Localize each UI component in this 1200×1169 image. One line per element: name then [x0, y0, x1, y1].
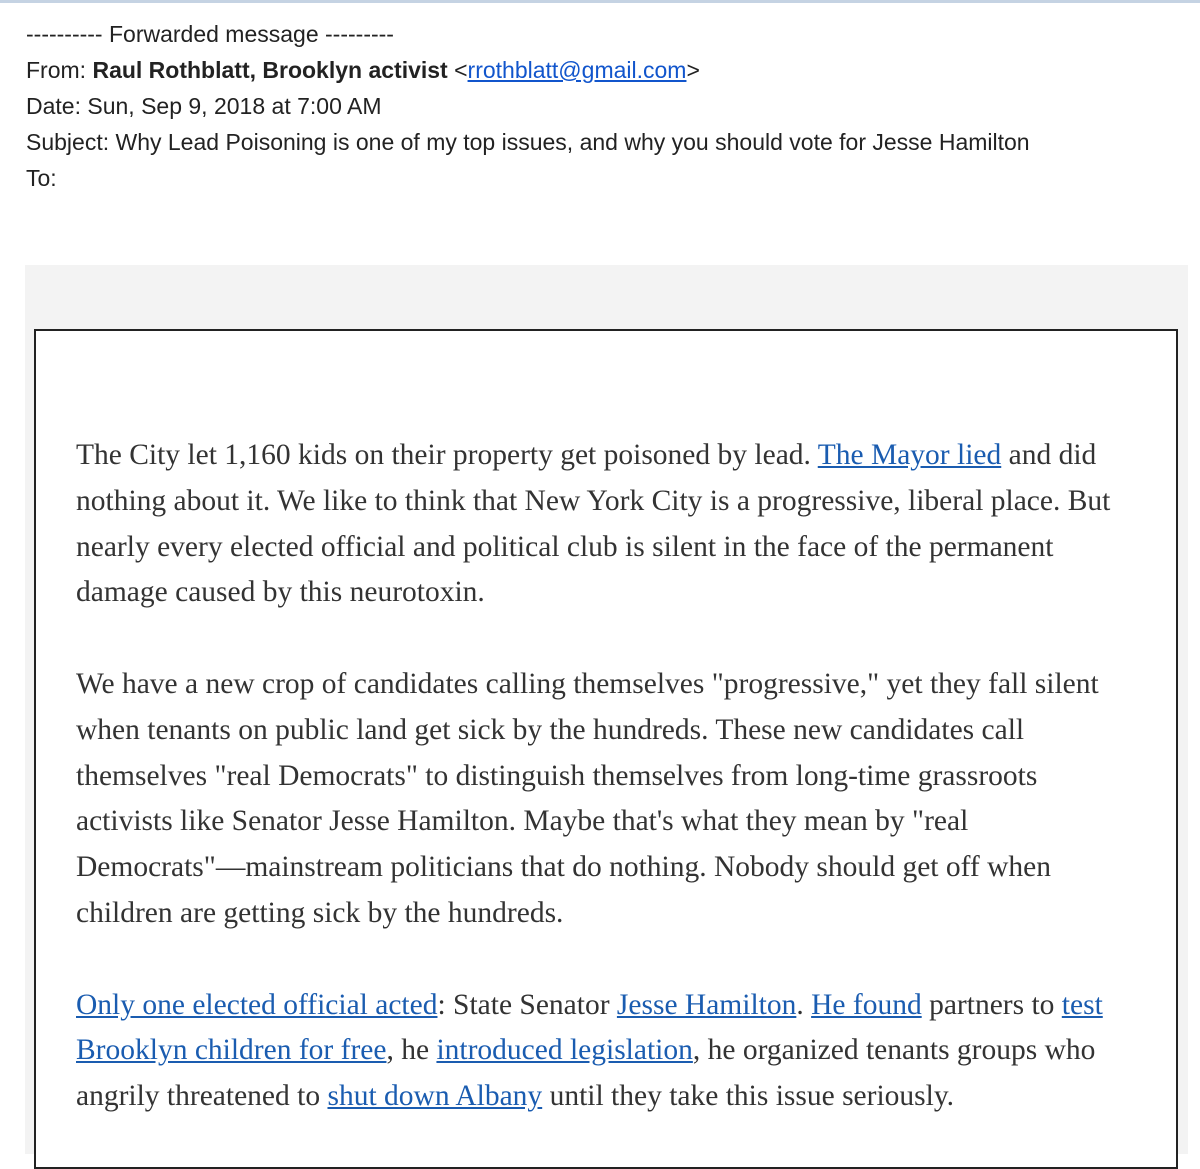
email-header — [26, 16, 1030, 196]
paragraph-2: We have a new crop of candidates calling themselves "progressive," yet they fall silent when tenants on public land get sick by the hundreds. These new candidates call themselves "real Democrats" to distinguish themselves from long-time grassroots activists like Senator Jesse Hamilton. Maybe that's what they mean by "real Democrats"—mainstream politicians that do nothing. Nobody should get off when children are getting sick by the hundreds. — [76, 667, 1099, 929]
test-children-link[interactable]: test Brooklyn children for free — [76, 988, 1103, 1067]
p1-text-1: The City let 1,160 kids on their property get poisoned by lead. — [76, 439, 818, 471]
sender-email-link[interactable]: rrothblatt@gmail.com — [467, 57, 687, 83]
message-frame — [34, 329, 1178, 1169]
he-found-link[interactable]: He found — [811, 988, 922, 1021]
date-label: Date: — [26, 93, 81, 119]
date-row — [26, 88, 1030, 124]
p3-text-3: partners to — [921, 988, 1062, 1021]
p3-text-6: until they take this issue seriously. — [542, 1080, 955, 1113]
p3-text-2: . — [796, 988, 812, 1021]
message-body — [76, 433, 1136, 1166]
from-label: From: — [26, 57, 87, 83]
sender-name: Raul Rothblatt, Brooklyn activist — [92, 57, 448, 83]
jesse-hamilton-link[interactable]: Jesse Hamilton — [616, 988, 797, 1021]
subject-row — [26, 124, 1030, 160]
paragraph-1 — [76, 433, 1136, 616]
from-row — [26, 52, 1030, 88]
email-open-bracket: < — [454, 57, 468, 83]
subject-value: Why Lead Poisoning is one of my top issues, and why you should vote for Jesse Hamilton — [115, 129, 1030, 155]
only-one-official-link[interactable]: Only one elected official acted — [76, 988, 438, 1021]
top-border — [0, 0, 1200, 3]
mayor-lied-link[interactable]: The Mayor lied — [817, 439, 1002, 471]
forwarded-line: ---------- Forwarded message --------- — [26, 21, 394, 47]
email-close-bracket: > — [686, 57, 700, 83]
p3-text-4: , he — [386, 1034, 437, 1067]
subject-label: Subject: — [26, 129, 110, 155]
p3-text-5: , he organized tenants groups who angrily threatened to — [76, 1034, 1096, 1113]
p3-text-1: : State Senator — [437, 988, 617, 1021]
p1-text-2: and did nothing about it. We like to think that New York City is a progressive, liberal place. But nearly every elected official and political club is silent in the face of the permanent damage caused by this neurotoxin. — [76, 439, 1111, 609]
to-label: To: — [26, 165, 57, 191]
introduced-legislation-link[interactable]: introduced legislation — [436, 1034, 693, 1067]
shut-down-albany-link[interactable]: shut down Albany — [327, 1080, 543, 1113]
paragraph-3 — [76, 983, 1136, 1120]
date-value: Sun, Sep 9, 2018 at 7:00 AM — [87, 93, 382, 119]
to-row — [26, 160, 1030, 196]
